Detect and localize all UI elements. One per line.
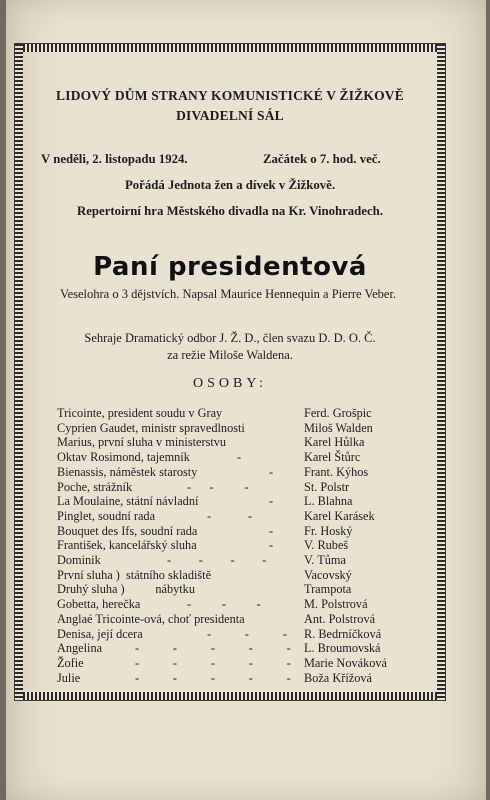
cast-row: Denisa, její dcera - - - R. Bedrníčková bbox=[57, 626, 382, 641]
organizer-line: Pořádá Jednota žen a dívek v Žižkově. bbox=[124, 178, 336, 192]
cast-row: Anglaé Tricointe-ová, choť presidenta Ant. Polstrová bbox=[57, 611, 376, 626]
cast-row: Julie - - - - - Boža Křížová bbox=[57, 670, 372, 685]
start-time: Začátek o 7. hod. več. bbox=[263, 152, 381, 166]
cast-row: Poche, strážník - - - St. Polstr bbox=[57, 479, 350, 494]
frame-border-right bbox=[437, 44, 445, 700]
cast-row: Žofie - - - - - Marie Nováková bbox=[57, 655, 387, 670]
performance-date: V neděli, 2. listopadu 1924. bbox=[41, 152, 188, 166]
directed-by: za režie Miloše Waldena. bbox=[167, 348, 293, 362]
cast-row: Cyprien Gaudet, ministr spravedlnosti Miloš Walden bbox=[57, 420, 373, 435]
playbill-content bbox=[35, 64, 425, 684]
cast-row: Angelina - - - - - L. Broumovská bbox=[57, 641, 381, 656]
cast-row: První sluha ) státního skladiště Vacovský bbox=[57, 567, 352, 582]
venue-heading: LIDOVÝ DŮM STRANY KOMUNISTICKÉ V ŽIŽKOVĚ bbox=[56, 88, 404, 103]
performed-by: Sehraje Dramatický odbor J. Ž. D., člen svazu D. D. O. Č. bbox=[84, 331, 376, 345]
repertoire-line: Repertoirní hra Městského divadla na Kr. Vinohradech. bbox=[77, 204, 383, 218]
hall-heading: DIVADELNÍ SÁL bbox=[176, 108, 284, 123]
ornamental-frame bbox=[14, 43, 446, 701]
playbill-page bbox=[6, 0, 486, 800]
play-title: Paní presidentová bbox=[93, 252, 367, 282]
cast-row: Tricointe, president soudu v Gray Ferd. Grošpic bbox=[57, 406, 372, 420]
cast-row: Gobetta, herečka - - - M. Polstrová bbox=[57, 597, 368, 612]
cast-row: Marius, první sluha v ministerstvu Karel Hůlka bbox=[57, 435, 365, 450]
cast-row: Pinglet, soudní rada - - Karel Karásek bbox=[57, 508, 375, 523]
cast-row: La Moulaine, státní návladní - L. Blahna bbox=[57, 494, 353, 509]
cast-row: Bienassis, náměstek starosty - Frant. Kýhos bbox=[57, 464, 369, 479]
frame-border-top bbox=[15, 44, 445, 52]
cast-row: Oktav Rosimond, tajemník - Karel Štůrc bbox=[57, 450, 361, 465]
cast-row: František, kancelářský sluha - V. Rubeš bbox=[57, 538, 349, 553]
cast-list bbox=[57, 406, 417, 686]
cast-row: Dominik - - - - V. Tůma bbox=[57, 553, 346, 567]
cast-heading: OSOBY: bbox=[192, 376, 268, 391]
play-subtitle: Veselohra o 3 dějstvích. Napsal Maurice Hennequin a Pierre Veber. bbox=[59, 287, 397, 301]
frame-border-left bbox=[15, 44, 23, 700]
frame-border-bottom bbox=[15, 692, 445, 700]
cast-row: Bouquet des Ifs, soudní rada - Fr. Hoský bbox=[57, 523, 353, 538]
cast-row: Druhý sluha ) nábytku Trampota bbox=[57, 582, 352, 597]
